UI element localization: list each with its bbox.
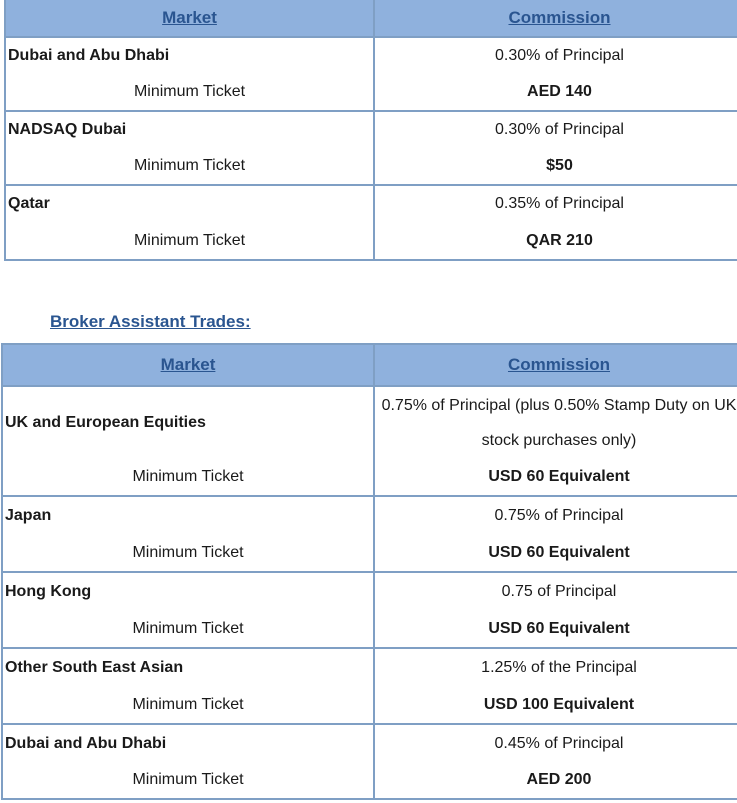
table-row [2, 724, 737, 762]
min-ticket-label: Minimum Ticket [2, 762, 374, 799]
table-row [2, 572, 737, 610]
table-row-min [5, 222, 737, 260]
table-row-min [2, 534, 737, 572]
table-row-min [5, 148, 737, 185]
market-name: Other South East Asian [2, 648, 374, 686]
commission-rate: 0.75 of Principal [374, 572, 737, 610]
section-title: Broker Assistant Trades: [50, 312, 251, 331]
min-ticket-value: AED 140 [374, 74, 737, 111]
commission-rate: 0.75% of Principal [374, 496, 737, 534]
min-ticket-label: Minimum Ticket [2, 458, 374, 496]
market-name: NADSAQ Dubai [5, 111, 374, 148]
table-row [5, 111, 737, 148]
market-name: Qatar [5, 185, 374, 222]
header-market: Market [2, 344, 374, 386]
commission-rate: 0.35% of Principal [374, 185, 737, 222]
market-name: Japan [2, 496, 374, 534]
table-row-min [2, 762, 737, 799]
table-row [2, 386, 737, 458]
table-row [5, 37, 737, 74]
min-ticket-value: USD 100 Equivalent [374, 686, 737, 724]
commission-rate: 0.75% of Principal (plus 0.50% Stamp Duty on UK stock purchases only) [374, 386, 737, 458]
commission-rate: 0.30% of Principal [374, 37, 737, 74]
commission-rate: 0.45% of Principal [374, 724, 737, 762]
table-row-min [5, 74, 737, 111]
min-ticket-label: Minimum Ticket [5, 222, 374, 260]
market-name: Hong Kong [2, 572, 374, 610]
header-commission: Commission [374, 344, 737, 386]
table-row [2, 496, 737, 534]
min-ticket-value: USD 60 Equivalent [374, 534, 737, 572]
market-name: Dubai and Abu Dhabi [5, 37, 374, 74]
table-row [2, 648, 737, 686]
min-ticket-value: AED 200 [374, 762, 737, 799]
market-name: UK and European Equities [2, 386, 374, 458]
commission-rate: 0.30% of Principal [374, 111, 737, 148]
min-ticket-value: USD 60 Equivalent [374, 610, 737, 648]
min-ticket-label: Minimum Ticket [2, 610, 374, 648]
min-ticket-value: $50 [374, 148, 737, 185]
table-row-min [2, 610, 737, 648]
min-ticket-value: USD 60 Equivalent [374, 458, 737, 496]
min-ticket-label: Minimum Ticket [2, 686, 374, 724]
table-row-min [2, 686, 737, 724]
commission-table-1 [4, 0, 737, 261]
table-row-min [2, 458, 737, 496]
commission-table-2 [1, 343, 737, 800]
table-header-row [2, 344, 737, 386]
commission-rate: 1.25% of the Principal [374, 648, 737, 686]
table-header-row [5, 0, 737, 37]
min-ticket-label: Minimum Ticket [2, 534, 374, 572]
market-name: Dubai and Abu Dhabi [2, 724, 374, 762]
min-ticket-value: QAR 210 [374, 222, 737, 260]
header-commission: Commission [374, 0, 737, 37]
min-ticket-label: Minimum Ticket [5, 148, 374, 185]
min-ticket-label: Minimum Ticket [5, 74, 374, 111]
table-row [5, 185, 737, 222]
header-market: Market [5, 0, 374, 37]
